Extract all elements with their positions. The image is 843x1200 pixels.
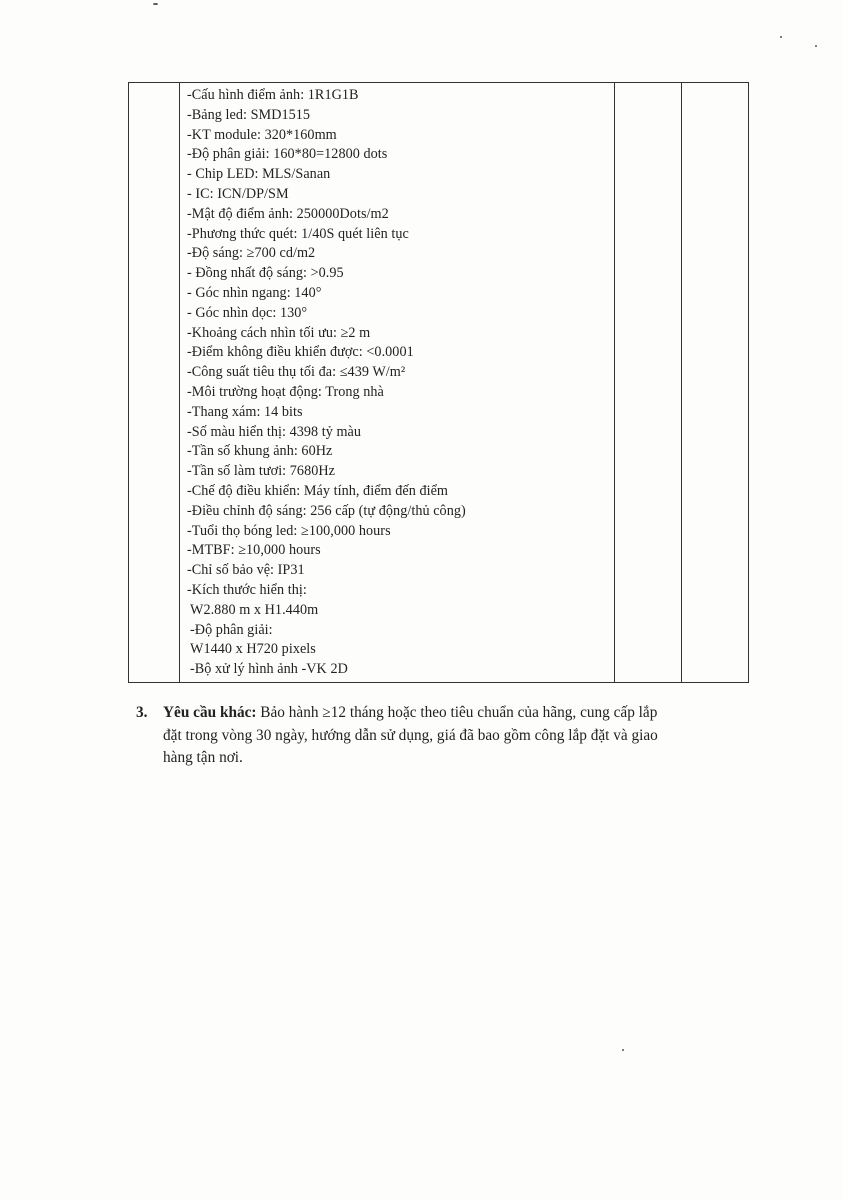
spec-line: -Độ sáng: ≥700 cd/m2 xyxy=(187,245,316,262)
scan-speck xyxy=(815,45,817,47)
stt-cell xyxy=(129,83,180,683)
section-other-requirements xyxy=(136,702,786,770)
spec-line: -Môi trường hoạt động: Trong nhà xyxy=(187,383,384,400)
scan-speck xyxy=(153,3,158,5)
spec-line: -Độ phân giải: xyxy=(190,621,273,638)
scan-speck xyxy=(622,1049,624,1051)
spec-table xyxy=(128,82,749,683)
spec-line: -Tần số khung ảnh: 60Hz xyxy=(187,443,333,460)
spec-line: -Tuổi thọ bóng led: ≥100,000 hours xyxy=(187,522,391,539)
spec-line: -Công suất tiêu thụ tối đa: ≤439 W/m² xyxy=(187,364,406,381)
spec-line: - Đồng nhất độ sáng: >0.95 xyxy=(187,265,344,282)
spec-line: -Chỉ số bảo vệ: IP31 xyxy=(187,562,305,579)
spec-line: -Bộ xử lý hình ảnh -VK 2D xyxy=(190,661,348,678)
spec-line: -Số màu hiển thị: 4398 tỷ màu xyxy=(187,423,362,440)
spec-line: -Tần số làm tươi: 7680Hz xyxy=(187,463,335,480)
section-first-line xyxy=(136,702,786,725)
spec-line: -Bảng led: SMD1515 xyxy=(187,106,311,123)
spec-line: -Độ phân giải: 160*80=12800 dots xyxy=(187,146,388,163)
spec-line: - IC: ICN/DP/SM xyxy=(187,185,289,202)
spec-cell xyxy=(180,83,615,683)
section-text: hàng tận nơi. xyxy=(163,749,243,766)
spec-line: - Góc nhìn dọc: 130° xyxy=(187,304,308,321)
spec-line: -Kích thước hiển thị: xyxy=(187,581,307,598)
spec-line: -KT module: 320*160mm xyxy=(187,126,337,143)
spec-line: - Chip LED: MLS/Sanan xyxy=(187,166,331,183)
spec-line: -Mật độ điểm ảnh: 250000Dots/m2 xyxy=(187,205,389,222)
section-number: 3. xyxy=(136,704,148,721)
spec-line: W2.880 m x H1.440m xyxy=(190,601,319,618)
spec-line: -Thang xám: 14 bits xyxy=(187,403,303,420)
section-text: Bảo hành ≥12 tháng hoặc theo tiêu chuẩn của hãng, cung cấp lắp xyxy=(256,704,658,721)
spec-line: -Điều chỉnh độ sáng: 256 cấp (tự động/thủ công) xyxy=(187,502,466,519)
scan-speck xyxy=(780,36,782,38)
spec-line: -Điểm không điều khiển được: <0.0001 xyxy=(187,344,414,361)
empty-cell xyxy=(682,83,749,683)
spec-line: -Chế độ điều khiển: Máy tính, điểm đến điểm xyxy=(187,482,449,499)
section-heading: Yêu cầu khác: xyxy=(163,704,257,721)
spec-line: -Cấu hình điểm ảnh: 1R1G1B xyxy=(187,87,359,103)
table-row xyxy=(129,83,749,683)
empty-cell xyxy=(615,83,682,683)
section-text: đặt trong vòng 30 ngày, hướng dẫn sử dụng, giá đã bao gồm công lắp đặt và giao xyxy=(163,726,658,744)
spec-line: -Khoảng cách nhìn tối ưu: ≥2 m xyxy=(187,324,371,341)
spec-line: -MTBF: ≥10,000 hours xyxy=(187,542,321,559)
spec-line: -Phương thức quét: 1/40S quét liên tục xyxy=(187,225,409,242)
spec-line: W1440 x H720 pixels xyxy=(190,641,316,658)
spec-list xyxy=(180,83,614,682)
spec-line: - Góc nhìn ngang: 140° xyxy=(187,284,322,301)
